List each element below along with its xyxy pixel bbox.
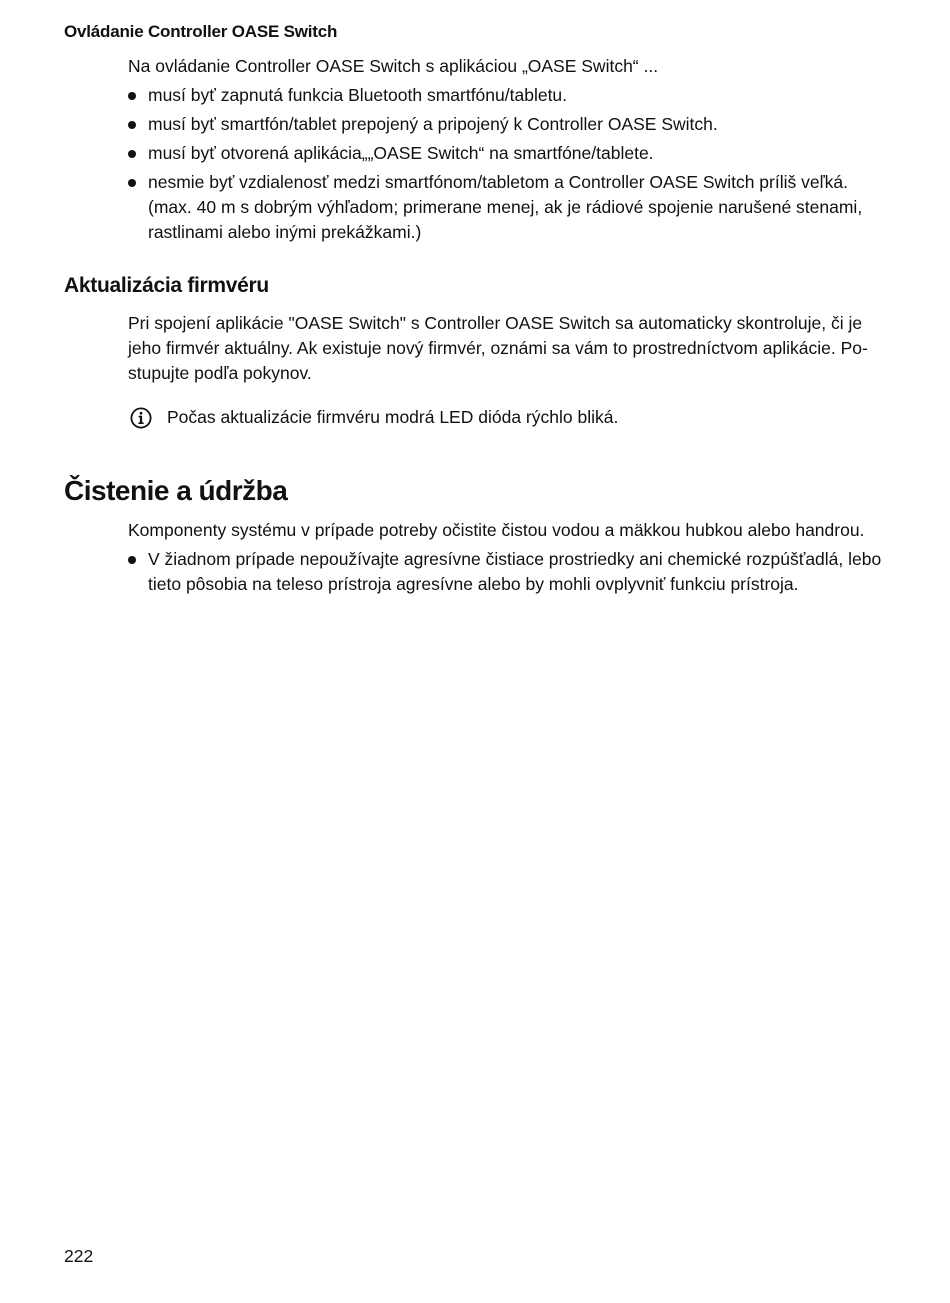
- info-icon: [130, 407, 152, 429]
- list-item-text: nesmie byť vzdialenosť medzi smartfónom/tabletom a Controller OASE Switch príliš veľká. (max. 40 m s dobrým výhľadom; primerane menej, ak je rádiové spojenie narušené stenami, rastlinami alebo inými prekážkami.): [148, 172, 863, 242]
- bullet-icon: [128, 150, 136, 158]
- section-heading-firmware: Aktualizácia firmvéru: [64, 274, 269, 297]
- bullet-icon: [128, 92, 136, 100]
- list-item-text: musí byť otvorená aplikácia„„OASE Switch“ na smartfóne/tablete.: [148, 143, 654, 163]
- list-item: [128, 170, 888, 245]
- cleaning-bullet-list: [128, 547, 888, 597]
- bullet-icon: [128, 121, 136, 129]
- list-item-text: V žiadnom prípade nepoužívajte agresívne čistiace prostriedky ani chemické rozpúšťadlá, lebo tieto pôsobia na teleso prístroja agresívne alebo by mohli ovplyvniť funkciu prístroja.: [148, 549, 882, 594]
- page-number: 222: [64, 1246, 94, 1266]
- list-item: [128, 83, 888, 108]
- control-bullet-list: [128, 83, 888, 245]
- list-item: [128, 141, 888, 166]
- list-item-text: musí byť zapnutá funkcia Bluetooth smartfónu/tabletu.: [148, 85, 568, 105]
- list-item-text: musí byť smartfón/tablet prepojený a pripojený k Controller OASE Switch.: [148, 114, 718, 134]
- bullet-icon: [128, 556, 136, 564]
- control-section-body: [128, 54, 888, 245]
- section-heading-control: Ovládanie Controller OASE Switch: [64, 22, 338, 41]
- list-item: [128, 547, 888, 597]
- firmware-section-body: [128, 311, 888, 386]
- firmware-note-text: Počas aktualizácie firmvéru modrá LED dióda rýchlo bliká.: [167, 407, 619, 427]
- list-item: [128, 112, 888, 137]
- firmware-note: [130, 405, 618, 430]
- firmware-paragraph: Pri spojení aplikácie "OASE Switch" s Controller OASE Switch sa automaticky skontroluje, či je jeho firmvér aktuálny. Ak existuje nový firmvér, oznámi sa vám to prostredníctvom aplikácie. Po-stupujte podľa pokynov.: [128, 313, 868, 383]
- section-heading-cleaning: Čistenie a údržba: [64, 475, 288, 506]
- cleaning-paragraph: Komponenty systému v prípade potreby očistite čistou vodou a mäkkou hubkou alebo handrou.: [128, 520, 865, 540]
- bullet-icon: [128, 179, 136, 187]
- control-intro: Na ovládanie Controller OASE Switch s aplikáciou „OASE Switch“ ...: [128, 56, 659, 76]
- cleaning-section-body: [128, 518, 888, 597]
